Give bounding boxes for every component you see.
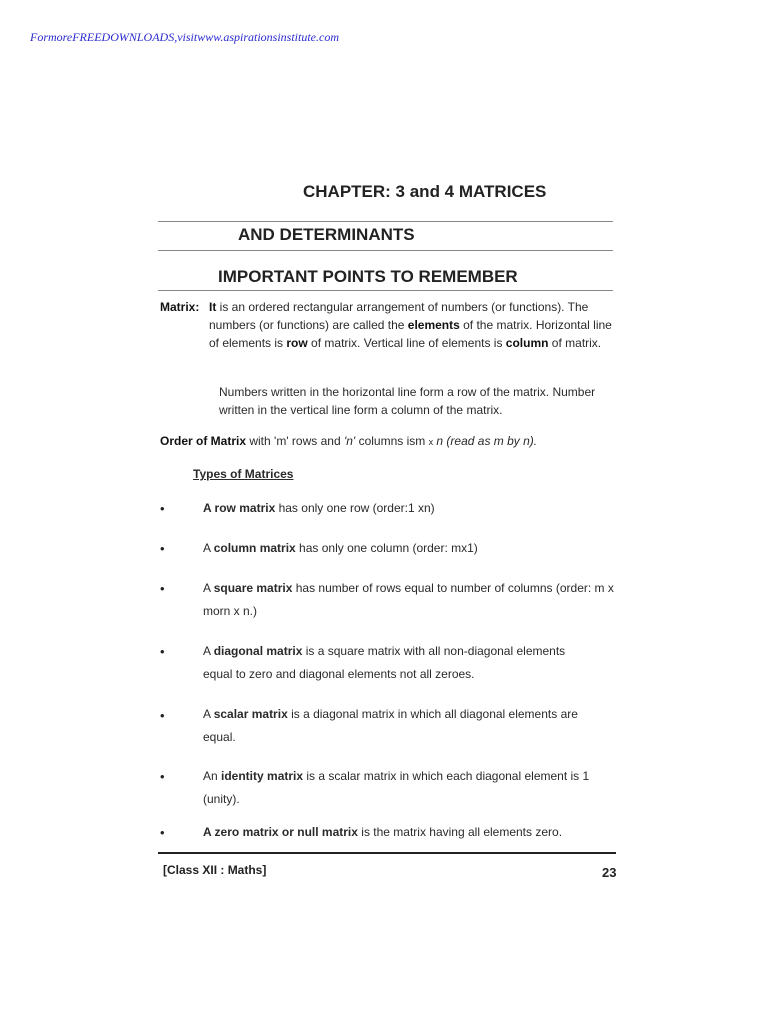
bullet-icon: • bbox=[160, 581, 165, 596]
chapter-title: CHAPTER: 3 and 4 MATRICES bbox=[303, 182, 547, 201]
chapter-subtitle: AND DETERMINANTS bbox=[238, 225, 415, 244]
list-item-zero-matrix: A zero matrix or null matrix is the matrix having all elements zero. bbox=[203, 825, 563, 839]
row-column-paragraph: Numbers written in the horizontal line form a row of the matrix. Number written in the vertical line form a column of the matrix. bbox=[219, 385, 596, 417]
list-item-row-matrix: A row matrix has only one row (order:1 xn) bbox=[203, 501, 435, 515]
bullet-icon: • bbox=[160, 708, 165, 723]
bullet-icon: • bbox=[160, 541, 165, 556]
footer-class-label: [Class XII : Maths] bbox=[163, 863, 267, 877]
bullet-icon: • bbox=[160, 501, 165, 516]
list-item-scalar-matrix: A scalar matrix is a diagonal matrix in which all diagonal elements are equal. bbox=[203, 707, 578, 744]
header-download-link[interactable]: FormoreFREEDOWNLOADS,visitwww.aspirationsinstitute.com bbox=[30, 30, 339, 44]
list-item-diagonal-matrix: A diagonal matrix is a square matrix with all non-diagonal elements equal to zero and diagonal elements not all zeroes. bbox=[203, 644, 566, 681]
list-item-square-matrix: A square matrix has number of rows equal to number of columns (order: m x morn x n.) bbox=[203, 581, 614, 618]
matrix-definition: It is an ordered rectangular arrangement of numbers (or functions). The numbers (or functions) are called the elements of the matrix. Horizontal line of elements is row of matrix. Vertical line of elements is column of matrix. bbox=[209, 300, 612, 350]
footer-divider bbox=[158, 852, 616, 854]
title-divider-bottom bbox=[158, 250, 613, 251]
matrix-label: Matrix: bbox=[160, 300, 200, 314]
bullet-icon: • bbox=[160, 644, 165, 659]
list-item-identity-matrix: An identity matrix is a scalar matrix in which each diagonal element is 1 (unity). bbox=[203, 769, 590, 806]
types-heading: Types of Matrices bbox=[193, 467, 294, 481]
bullet-icon: • bbox=[160, 825, 165, 840]
title-divider-top bbox=[158, 221, 613, 222]
section-divider bbox=[158, 290, 613, 291]
list-item-column-matrix: A column matrix has only one column (order: mx1) bbox=[203, 541, 478, 555]
bullet-icon: • bbox=[160, 769, 165, 784]
section-heading: IMPORTANT POINTS TO REMEMBER bbox=[218, 267, 518, 286]
order-of-matrix: Order of Matrix with 'm' rows and 'n' columns ism x n (read as m by n). bbox=[160, 434, 538, 448]
page-number: 23 bbox=[602, 865, 617, 880]
